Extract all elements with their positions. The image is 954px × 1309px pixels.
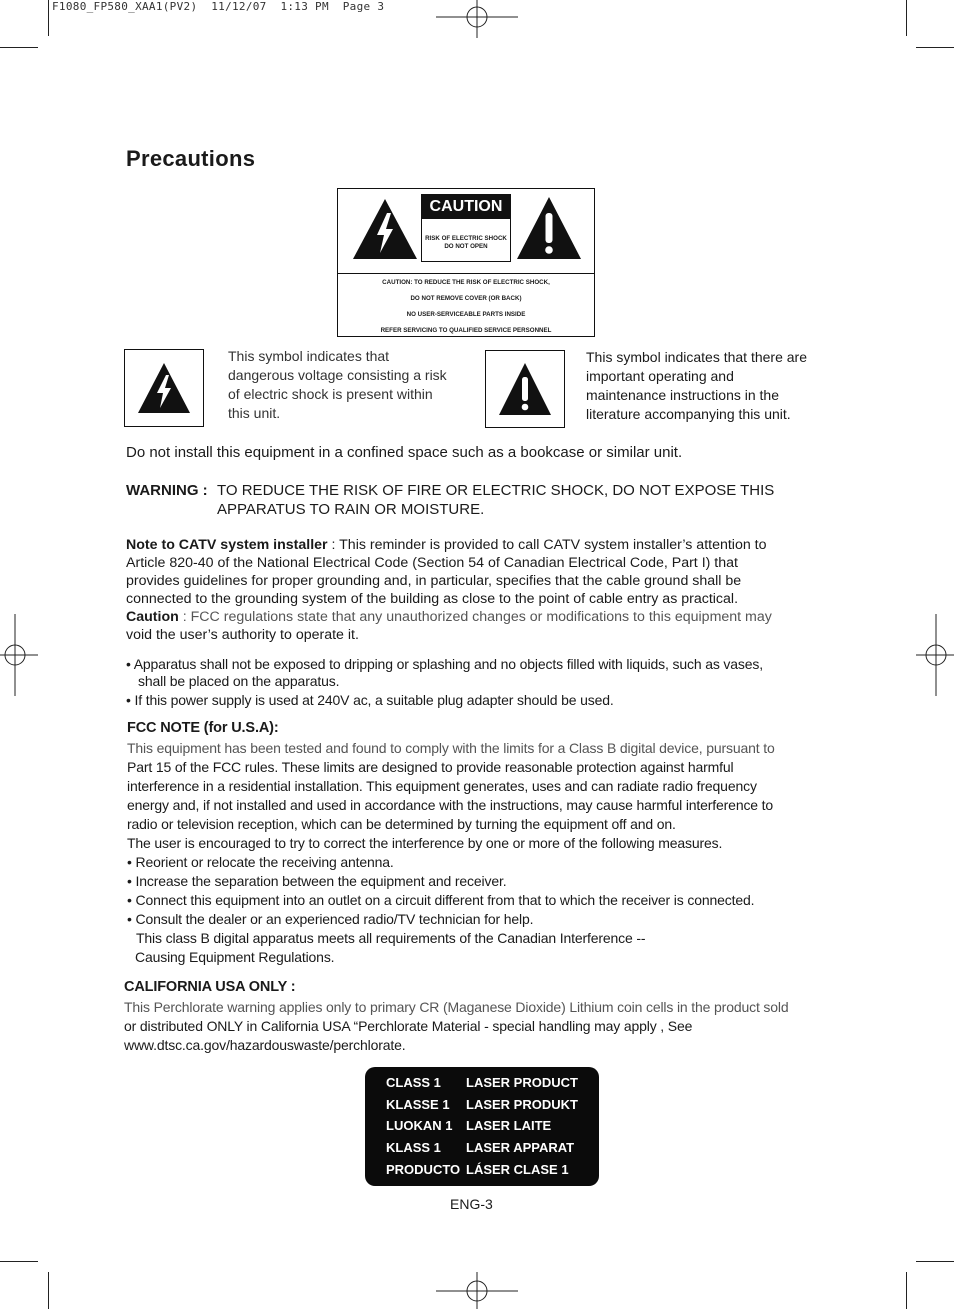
warning-label: WARNING : — [126, 482, 208, 499]
laser-product: LÁSER CLASE 1 — [466, 1162, 569, 1177]
bullet-item: • Apparatus shall not be exposed to dripping or splashing and no objects filled with liquids, such as vases, — [126, 656, 763, 672]
caution-line: NO USER-SERVICEABLE PARTS INSIDE — [406, 311, 526, 318]
laser-class: PRODUCTO — [386, 1162, 461, 1177]
description-line: This symbol indicates that there are — [586, 349, 807, 365]
exclamation-triangle-icon — [515, 195, 583, 261]
california-line: www.dtsc.ca.gov/hazardouswaste/perchlorate. — [124, 1037, 406, 1053]
exclamation-symbol-box — [485, 350, 565, 428]
voltage-symbol-box — [124, 349, 204, 427]
fcc-line: This class B digital apparatus meets all requirements of the Canadian Interference -- — [136, 930, 646, 946]
catv-text: : This reminder is provided to call CATV system installer’s attention to — [327, 537, 767, 553]
caution-instructions — [338, 275, 594, 339]
fcc-heading: FCC NOTE (for U.S.A): — [127, 720, 279, 736]
fcc-line: The user is encouraged to try to correct the interference by one or more of the following measures. — [127, 835, 723, 851]
laser-product: LASER LAITE — [466, 1118, 552, 1133]
description-line: important operating and — [586, 368, 734, 384]
catv-line: connected to the grounding system of the building as close to the point of cable entry as practical. — [126, 591, 739, 607]
california-line: This Perchlorate warning applies only to primary CR (Maganese Dioxide) Lithium coin cells in the product sold — [124, 999, 789, 1015]
fcc-line: radio or television reception, which can be determined by turning the equipment off and on. — [127, 816, 676, 832]
confined-space-notice: Do not install this equipment in a confined space such as a bookcase or similar unit. — [126, 444, 683, 461]
laser-row — [365, 1159, 599, 1181]
description-line: dangerous voltage consisting a risk — [228, 367, 447, 383]
description-line: literature accompanying this unit. — [586, 406, 791, 422]
fcc-line: • Connect this equipment into an outlet on a circuit different from that to which the receiver is connected. — [127, 892, 755, 908]
exclamation-triangle-icon — [497, 361, 553, 417]
description-line: this unit. — [228, 405, 281, 421]
description-line: of electric shock is present within — [228, 386, 433, 402]
laser-product: LASER PRODUKT — [466, 1097, 578, 1112]
catv-line: void the user’s authority to operate it. — [126, 627, 359, 643]
description-line: This symbol indicates that — [228, 348, 390, 364]
voltage-symbol-description — [228, 347, 447, 423]
laser-row — [365, 1137, 599, 1159]
fcc-line: • Increase the separation between the equipment and receiver. — [127, 873, 507, 889]
caution-line: CAUTION: TO REDUCE THE RISK OF ELECTRIC SHOCK, — [382, 279, 550, 286]
fcc-line: interference in a residential installation. This equipment generates, uses and can radiate radio frequency — [127, 778, 757, 794]
page-number: ENG-3 — [450, 1196, 493, 1212]
bullet-item: • If this power supply is used at 240V ac, a suitable plug adapter should be used. — [126, 692, 614, 708]
safety-bullets — [126, 656, 763, 709]
catv-line: provides guidelines for proper grounding and, in particular, specifies that the cable ground shall be — [126, 573, 742, 589]
lightning-triangle-icon — [351, 197, 419, 261]
caution-label-text: Caution — [126, 609, 179, 625]
registration-mark-right — [914, 614, 954, 696]
caution-line: REFER SERVICING TO QUALIFIED SERVICE PERSONNEL — [380, 327, 552, 334]
catv-line — [126, 536, 772, 554]
page-title: Precautions — [126, 146, 256, 171]
registration-mark-bottom — [436, 1270, 518, 1309]
bullet-item-continued: shall be placed on the apparatus. — [138, 673, 340, 689]
print-slug: F1080_FP580_XAA1(PV2) 11/12/07 1:13 PM Page 3 — [52, 0, 385, 13]
laser-row — [365, 1094, 599, 1116]
warning-text — [217, 481, 774, 519]
caution-line: DO NOT REMOVE COVER (OR BACK) — [410, 295, 522, 302]
fcc-line: energy and, if not installed and used in accordance with the instructions, may cause harmful interference to — [127, 797, 774, 813]
catv-label: Note to CATV system installer — [126, 537, 328, 553]
california-heading: CALIFORNIA USA ONLY : — [124, 979, 296, 995]
registration-mark-top — [436, 0, 518, 40]
caution-label — [337, 188, 595, 337]
catv-line: Article 820-40 of the National Electrical Code (Section 54 of Canadian Electrical Code, Part I) that — [126, 555, 738, 571]
fcc-body — [127, 739, 775, 967]
fcc-line: Causing Equipment Regulations. — [135, 949, 335, 965]
laser-class: LUOKAN 1 — [386, 1118, 453, 1133]
laser-class-label — [365, 1067, 599, 1186]
fcc-line: • Consult the dealer or an experienced radio/TV technician for help. — [127, 911, 534, 927]
catv-caution-line — [126, 608, 772, 626]
caution-word: CAUTION — [422, 195, 510, 219]
caution-label-box — [421, 194, 511, 262]
laser-row — [365, 1072, 599, 1094]
fcc-line: This equipment has been tested and found to comply with the limits for a Class B digital device, pursuant to — [127, 740, 775, 756]
fcc-line: • Reorient or relocate the receiving antenna. — [127, 854, 394, 870]
warning-line: APPARATUS TO RAIN OR MOISTURE. — [217, 501, 485, 518]
caution-subtext — [422, 235, 510, 251]
registration-mark-left — [0, 614, 40, 696]
laser-product: LASER PRODUCT — [466, 1075, 578, 1090]
caution-sub-line: DO NOT OPEN — [444, 243, 488, 250]
laser-class: KLASSE 1 — [386, 1097, 450, 1112]
warning-line: TO REDUCE THE RISK OF FIRE OR ELECTRIC SHOCK, DO NOT EXPOSE THIS — [217, 482, 775, 499]
fcc-line: Part 15 of the FCC rules. These limits are designed to provide reasonable protection against harmful — [127, 759, 734, 775]
caution-text: : FCC regulations state that any unauthorized changes or modifications to this equipment may — [178, 609, 772, 625]
california-body — [124, 998, 789, 1055]
warning-block — [126, 481, 208, 500]
description-line: maintenance instructions in the — [586, 387, 779, 403]
exclamation-symbol-description — [586, 348, 807, 424]
california-line: or distributed ONLY in California USA “Perchlorate Material - special handling may apply , See — [124, 1018, 693, 1034]
laser-row — [365, 1115, 599, 1137]
laser-product: LASER APPARAT — [466, 1140, 575, 1155]
lightning-triangle-icon — [136, 361, 192, 415]
caution-label-top — [338, 189, 594, 274]
catv-note — [126, 536, 772, 644]
laser-class: CLASS 1 — [386, 1075, 441, 1090]
caution-sub-line: RISK OF ELECTRIC SHOCK — [425, 235, 507, 242]
laser-class: KLASS 1 — [386, 1140, 441, 1155]
